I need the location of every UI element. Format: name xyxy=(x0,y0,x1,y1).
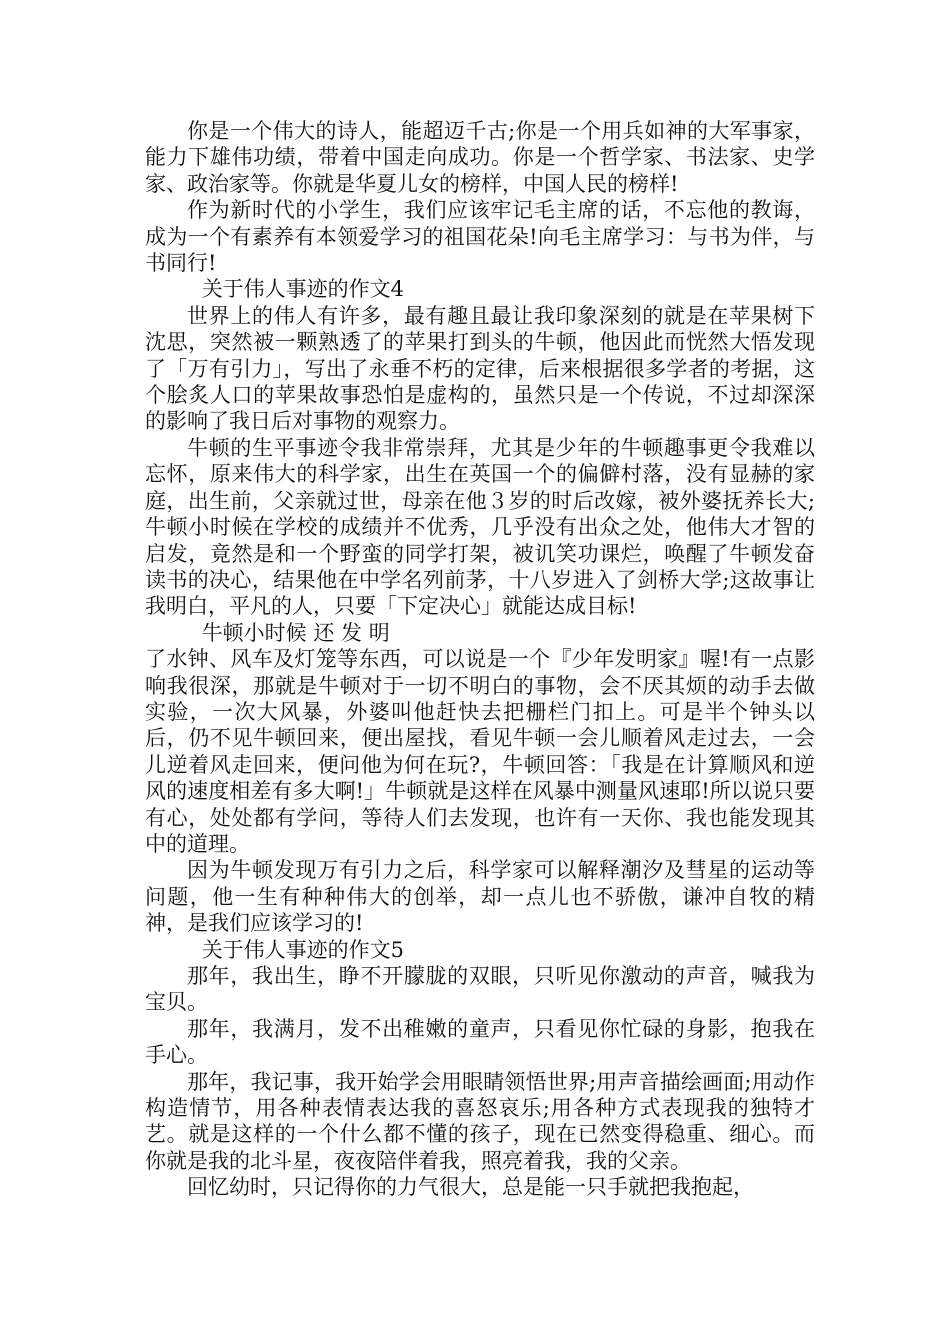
paragraph: 因为牛顿发现万有引力之后，科学家可以解释潮汐及彗星的运动等问题，他一生有种种伟大的创举，却一点儿也不骄傲，谦冲自牧的精神，是我们应该学习的! xyxy=(145,858,815,936)
document-body xyxy=(145,118,815,1201)
paragraph: 那年，我出生，睁不开朦胧的双眼，只听见你激动的声音，喊我为宝贝。 xyxy=(145,964,815,1015)
paragraph: 你是一个伟大的诗人，能超迈千古;你是一个用兵如神的大军事家，能力下雄伟功绩，带着中国走向成功。你是一个哲学家、书法家、史学家、政治家等。你就是华夏儿女的榜样，中国人民的榜样! xyxy=(145,119,815,196)
paragraph: 世界上的伟人有许多，最有趣且最让我印象深刻的就是在苹果树下沈思，突然被一颗熟透了的苹果打到头的牛顿，他因此而恍然大悟发现了「万有引力」，写出了永垂不朽的定律，后来根据很多学者的考据，这个脍炙人口的苹果故事恐怕是虚构的，虽然只是一个传说，不过却深深的影响了我日后对事物的观察力。 xyxy=(145,303,815,434)
paragraph: 那年，我满月，发不出稚嫩的童声，只看见你忙碌的身影，抱我在手心。 xyxy=(145,1016,815,1068)
paragraph: 了水钟、风车及灯笼等东西，可以说是一个『少年发明家』喔!有一点影响我很深，那就是牛顿对于一切不明白的事物，会不厌其烦的动手去做实验，一次大风暴，外婆叫他赶快去把栅栏门扣上。可是半个钟头以后，仍不见牛顿回来，便出屋找，看见牛顿一会儿顺着风走过去，一会儿逆着风走回来，便问他为何在玩?，牛顿回答：「我是在计算顺风和逆风的速度相差有多大啊!」牛顿就是这样在风暴中测量风速耶!所以说只要有心，处处都有学问，等待人们去发现，也许有一天你、我也能发现其中的道理。 xyxy=(145,647,815,856)
paragraph: 那年，我记事，我开始学会用眼睛领悟世界;用声音描绘画面;用动作构造情节，用各种表情表达我的喜怒哀乐;用各种方式表现我的独特才艺。就是这样的一个什么都不懂的孩子，现在已然变得稳重、细心。而你就是我的北斗星，夜夜陪伴着我，照亮着我，我的父亲。 xyxy=(145,1069,815,1173)
section-heading: 关于伟人事迹的作文5 xyxy=(201,937,405,962)
inline-heading: 牛顿小时候 还 发 明 xyxy=(201,620,390,645)
section-heading: 关于伟人事迹的作文4 xyxy=(201,277,405,302)
paragraph: 回忆幼时，只记得你的力气很大，总是能一只手就把我抱起， xyxy=(187,1175,754,1200)
paragraph: 牛顿的生平事迹令我非常崇拜，尤其是少年的牛顿趣事更令我难以忘怀，原来伟大的科学家，出生在英国一个的偏僻村落，没有显赫的家庭，出生前，父亲就过世，母亲在他３岁的时后改嫁，被外婆抚养长大;牛顿小时候在学校的成绩并不优秀，几乎没有出众之处，他伟大才智的启发，竟然是和一个野蛮的同学打架，被讥笑功课烂，唤醒了牛顿发奋读书的决心，结果他在中学名列前茅，十八岁进入了剑桥大学;这故事让我明白，平凡的人，只要「下定决心」就能达成目标! xyxy=(145,435,815,619)
paragraph: 作为新时代的小学生，我们应该牢记毛主席的话，不忘他的教诲，成为一个有素养有本领爱学习的祖国花朵!向毛主席学习：与书为伴，与书同行! xyxy=(145,198,815,276)
